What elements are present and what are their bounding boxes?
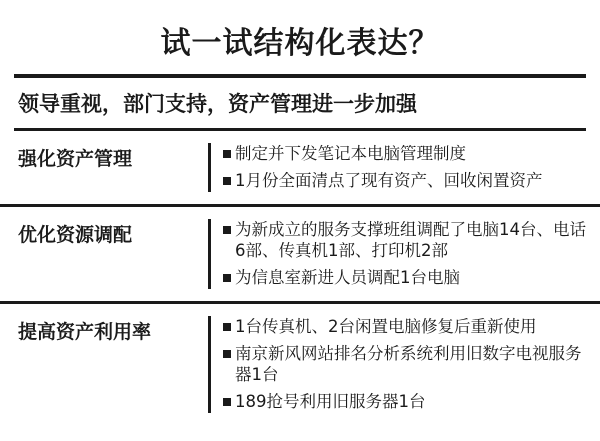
square-bullet-icon	[223, 323, 231, 331]
square-bullet-icon	[223, 150, 231, 158]
list-item-label: 1台传真机、2台闲置电脑修复后重新使用	[235, 316, 537, 336]
row-label: 强化资产管理	[18, 148, 133, 170]
square-bullet-icon	[223, 350, 231, 358]
list-item-label: 189抢号利用旧服务器1台	[235, 392, 426, 412]
list-item-label: 为信息室新进人员调配1台电脑	[235, 268, 460, 288]
square-bullet-icon	[223, 177, 231, 185]
list-item-label: 制定并下发笔记本电脑管理制度	[235, 144, 466, 163]
list-item-label: 为新成立的服务支撑班组调配了电脑14台、电话6部、传真机1部、打印机2部	[235, 219, 586, 261]
list-item	[223, 316, 590, 338]
row-items	[208, 219, 590, 289]
square-bullet-icon	[223, 398, 231, 406]
list-item	[223, 391, 590, 413]
row-items	[208, 316, 590, 413]
structured-rows	[0, 131, 600, 425]
square-bullet-icon	[223, 274, 231, 282]
list-item	[223, 219, 590, 263]
list-item	[223, 170, 590, 192]
square-bullet-icon	[223, 226, 231, 234]
list-item	[223, 143, 590, 165]
list-item	[223, 267, 590, 289]
row-label: 提高资产利用率	[18, 320, 152, 343]
list-item-label: 南京新风网站排名分析系统利用旧数字电视服务器1台	[235, 343, 582, 385]
table-row	[0, 301, 600, 425]
page-title: 试一试结构化表达？	[160, 26, 440, 61]
list-item-label: 1月份全面清点了现有资产、回收闲置资产	[235, 170, 543, 190]
row-label: 优化资源调配	[18, 223, 133, 246]
headline: 领导重视，部门支持，资产管理进一步加强	[18, 92, 417, 116]
row-items	[208, 143, 590, 192]
list-item	[223, 343, 590, 387]
table-row	[0, 131, 600, 204]
table-row	[0, 204, 600, 301]
